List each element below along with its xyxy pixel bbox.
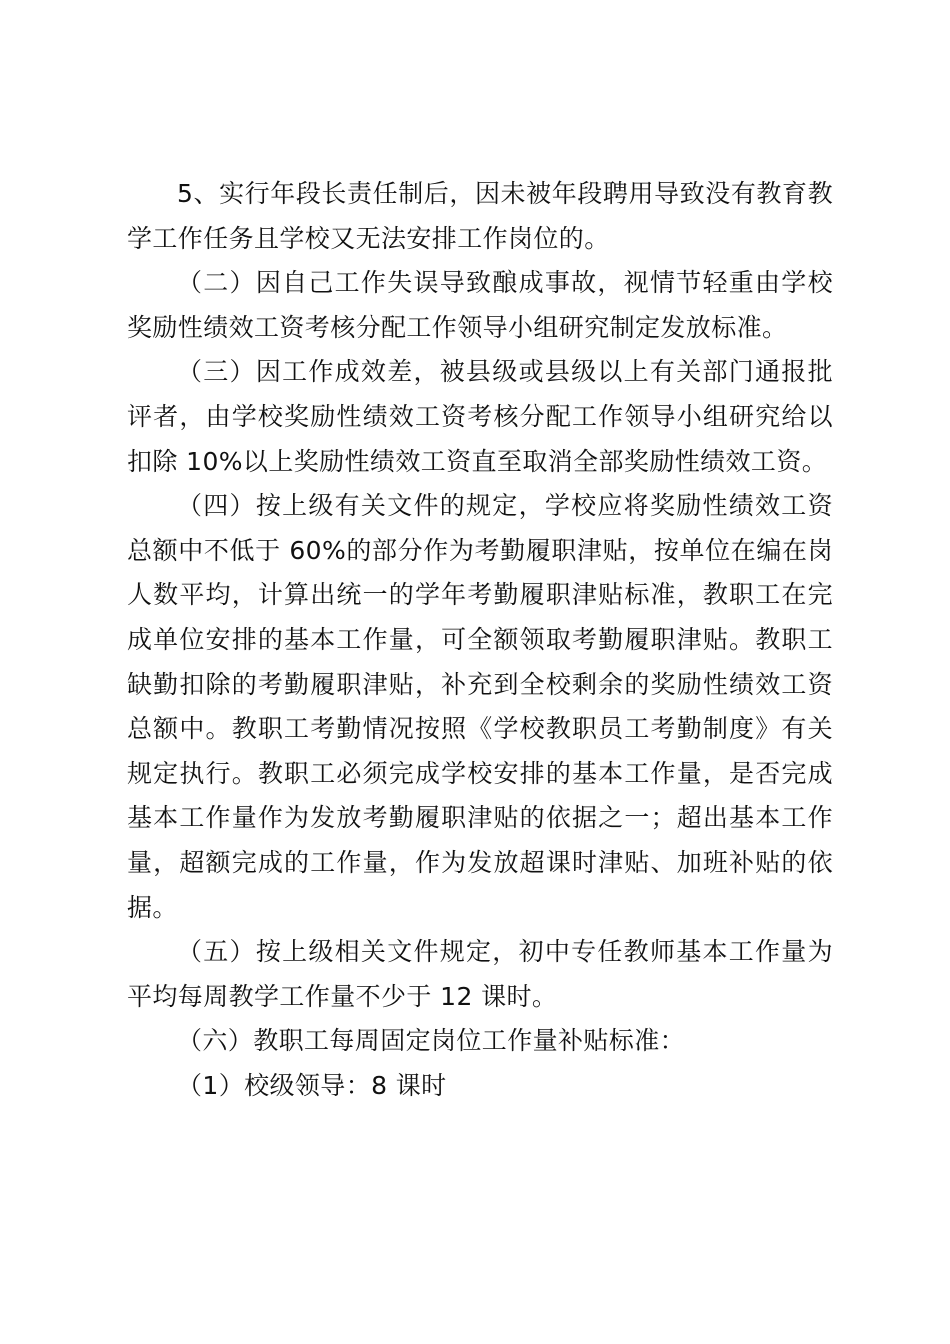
paragraph-section-6: （六）教职工每周固定岗位工作量补贴标准：: [177, 1026, 686, 1056]
paragraph-section-5: （五）按上级相关文件规定，初中专任教师基本工作量为平均每周教学工作量不少于 12 课时。: [127, 937, 833, 1011]
document-body: [127, 172, 833, 1108]
paragraph-section-2: （二）因自己工作失误导致酿成事故，视情节轻重由学校奖励性绩效工资考核分配工作领导小组研究制定发放标准。: [127, 268, 833, 342]
paragraph-subitem-1: （1）校级领导：8 课时: [177, 1070, 447, 1100]
paragraph-item-5: 5、实行年段长责任制后，因未被年段聘用导致没有教育教学工作任务且学校又无法安排工作岗位的。: [127, 179, 833, 253]
paragraph-section-4: （四）按上级有关文件的规定，学校应将奖励性绩效工资总额中不低于 60%的部分作为考勤履职津贴，按单位在编在岗人数平均，计算出统一的学年考勤履职津贴标准，教职工在完成单位安排的基本工作量，可全额领取考勤履职津贴。教职工缺勤扣除的考勤履职津贴，补充到全校剩余的奖励性绩效工资总额中。教职工考勤情况按照《学校教职员工考勤制度》有关规定执行。教职工必须完成学校安排的基本工作量，是否完成基本工作量作为发放考勤履职津贴的依据之一；超出基本工作量，超额完成的工作量，作为发放超课时津贴、加班补贴的依据。: [127, 491, 833, 922]
paragraph-section-3: （三）因工作成效差，被县级或县级以上有关部门通报批评者，由学校奖励性绩效工资考核分配工作领导小组研究给以扣除 10%以上奖励性绩效工资直至取消全部奖励性绩效工资。: [127, 357, 833, 476]
